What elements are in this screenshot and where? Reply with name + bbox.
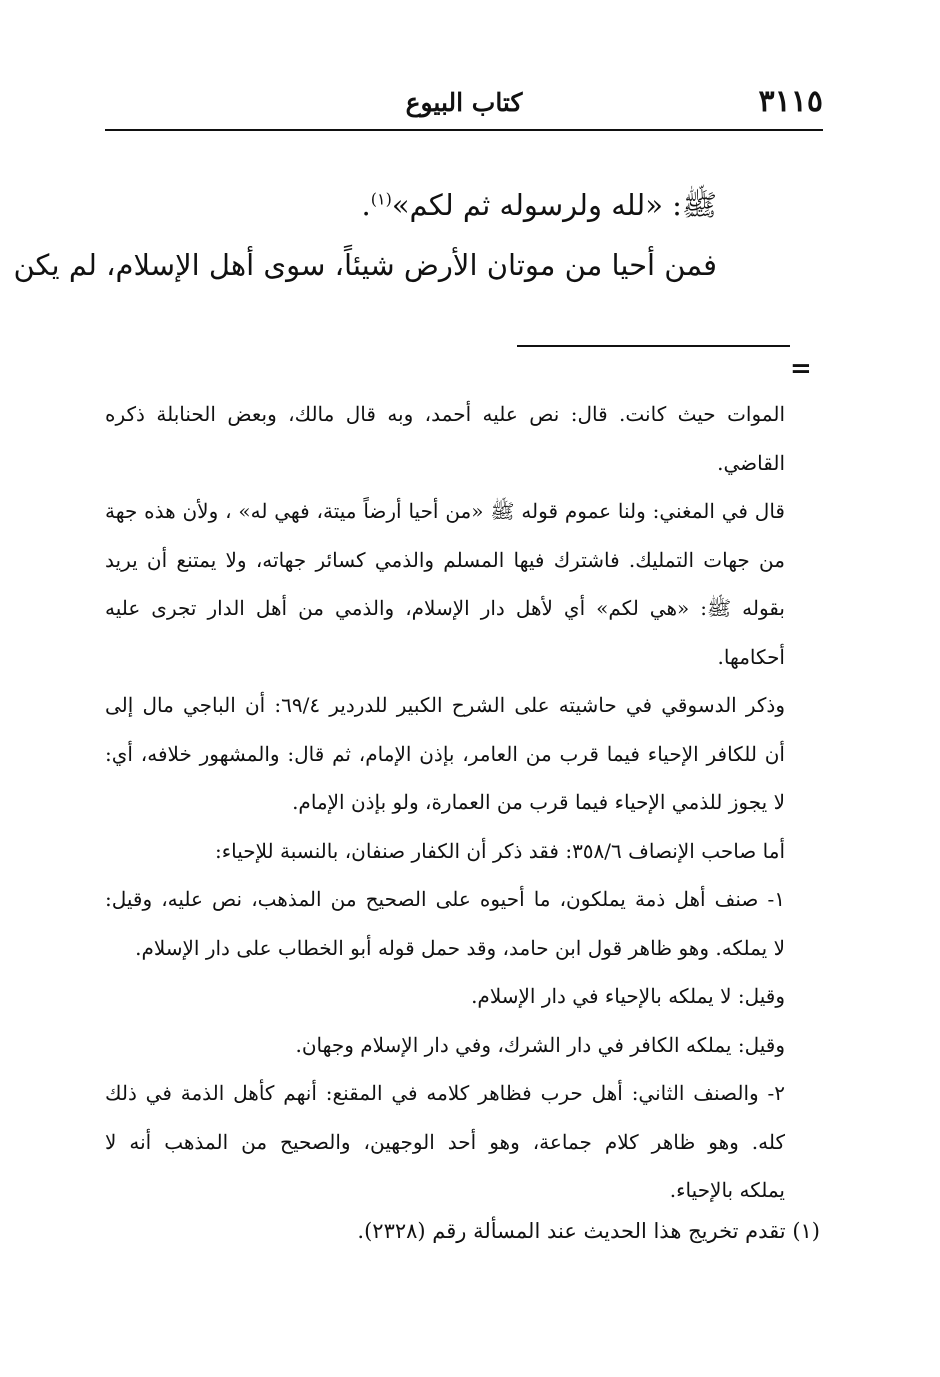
running-title: كتاب البيوع <box>405 88 523 117</box>
note-line: قال في المغني: ولنا عموم قوله ﷺ «من أحيا أرضاً ميتة، فهي له» ، ولأن هذه جهة <box>105 499 785 523</box>
note-line: بقوله ﷺ: «هي لكم» أي لأهل دار الإسلام، والذمي من أهل الدار تجرى عليه <box>105 596 785 620</box>
main-text <box>13 175 717 295</box>
page-number: ٣١١٥ <box>758 84 823 119</box>
note-line: يملكه بالإحياء. <box>669 1178 785 1202</box>
main-line-1-end: . <box>361 188 371 222</box>
note-line: الموات حيث كانت. قال: نص عليه أحمد، وبه قال مالك، وبعض الحنابلة ذكره <box>105 402 785 426</box>
note-line: أما صاحب الإنصاف ٣٥٨/٦: فقد ذكر أن الكفار صنفان، بالنسبة للإحياء: <box>214 838 785 863</box>
page-header <box>105 84 823 128</box>
note-line: وذكر الدسوقي في حاشيته على الشرح الكبير للدردير ٦٩/٤: أن الباجي مال إلى <box>105 693 785 717</box>
note-line: أحكامها. <box>717 644 785 669</box>
footnote-rule <box>517 345 790 347</box>
note-line: من جهات التمليك. فاشترك فيها المسلم والذمي كسائر جهاته، ولا يمتنع أن يريد <box>105 547 785 572</box>
note-line: وقيل: يملكه الكافر في دار الشرك، وفي دار الإسلام وجهان. <box>295 1032 785 1057</box>
note-line: لا يملكه. وهو ظاهر قول ابن حامد، وقد حمل قوله أبو الخطاب على دار الإسلام. <box>135 935 785 960</box>
main-line-1-text: ﷺ: «لله ولرسوله ثم لكم» <box>391 188 717 222</box>
note-line: كله. وهو ظاهر كلام جماعة، وهو أحد الوجهين، والصحيح من المذهب أنه لا <box>105 1129 785 1154</box>
footnote-1: (١) تقدم تخريج هذا الحديث عند المسألة رقم (٢٣٢٨). <box>357 1219 820 1243</box>
main-line-1 <box>105 175 717 235</box>
note-line: ٢- والصنف الثاني: أهل حرب فظاهر كلامه في المقنع: أنهم كأهل الذمة في ذلك <box>105 1081 785 1105</box>
continuation-mark: = <box>790 354 812 384</box>
note-line: أن للكافر الإحياء فيما قرب من العامر، بإذن الإمام، ثم قال: والمشهور خلافه، أي: <box>105 741 785 766</box>
footnote-continuation <box>105 390 785 1215</box>
note-line: ١- صنف أهل ذمة يملكون، ما أحيوه على الصحيح من المذهب، نص عليه، وقيل: <box>105 887 785 911</box>
footnote-ref: (١) <box>370 189 392 209</box>
header-rule <box>105 129 823 131</box>
note-line: القاضي. <box>717 450 785 475</box>
note-line: وقيل: لا يملكه بالإحياء في دار الإسلام. <box>471 984 785 1008</box>
main-line-2: فمن أحيا من موتان الأرض شيئاً، سوى أهل الإسلام، لم يكن <box>13 248 717 282</box>
note-line: لا يجوز للذمي الإحياء فيما قرب من العمارة، ولو بإذن الإمام. <box>292 790 785 814</box>
